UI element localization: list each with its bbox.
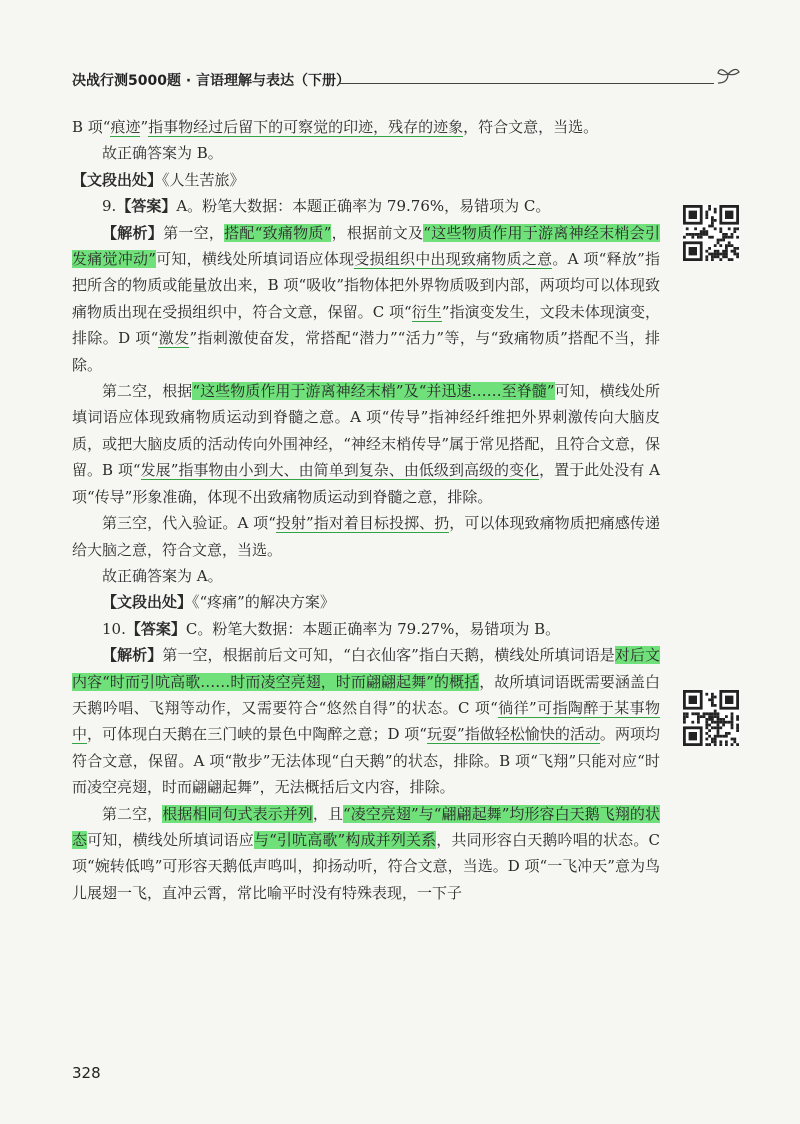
text-run: ，可以体现致痛物质把痛感传递给大脑之意，符合文意，当选。 xyxy=(72,514,660,559)
text-run: ，可体现白天鹅在三门峡的景色中陶醉之意；D 项“ xyxy=(87,725,427,744)
text-run: 9. xyxy=(102,197,117,216)
highlighted-text: 与“引吭高歌”构成并列关系 xyxy=(253,830,437,849)
text-run: 10. xyxy=(102,619,126,638)
highlighted-text: “凌空亮翅”与“翩翩起舞”均形容白天鹅飞翔的状态 xyxy=(72,804,660,849)
paragraph xyxy=(72,193,660,219)
text-run: ” xyxy=(140,118,149,136)
text-run: ，根据前文及 xyxy=(331,223,424,242)
underlined-text: ”指事物由小到大、由简单到复杂、由低级到高级的变化 xyxy=(170,461,540,480)
highlighted-text: “这些物质作用于游离神经末梢”及“并迅速……至脊髓” xyxy=(192,382,555,401)
text-run: 。两项均符合文意，保留。A 项“散步”无法体现“白天鹅”的状态，排除。B 项“飞翔”只能对应“时而凌空亮翅，时而翩翩起舞”，无法概括后文内容，排除。 xyxy=(72,725,660,797)
body-text xyxy=(72,114,660,906)
underlined-text: 痕迹 xyxy=(110,118,141,136)
running-header xyxy=(72,64,742,92)
underlined-text: 发展 xyxy=(140,461,171,480)
text-run: 【解析】 xyxy=(102,223,164,242)
page-number: 328 xyxy=(72,1064,101,1082)
text-run: ，且 xyxy=(312,804,343,823)
text-run: 《“疼痛”的解决方案》 xyxy=(192,593,335,612)
paragraph xyxy=(72,563,660,589)
text-run: 第二空， xyxy=(102,804,163,823)
text-run: A。粉笔大数据：本题正确率为 79.76%，易错项为 C。 xyxy=(176,197,551,216)
text-run: ，符合文意，当选。 xyxy=(463,118,599,136)
text-run: B 项“ xyxy=(72,118,111,136)
text-run: 【答案】 xyxy=(125,619,186,638)
text-run: C。粉笔大数据：本题正确率为 79.27%，易错项为 B。 xyxy=(185,619,561,638)
paragraph xyxy=(72,378,660,510)
text-run: ”指演变发生，文段未体现演变，排除。D 项“ xyxy=(72,302,660,348)
text-run: 第二空，根据 xyxy=(102,382,193,401)
underlined-text: 激发 xyxy=(158,329,190,348)
underlined-text: 受损组织中出现致痛物质之意 xyxy=(354,250,553,269)
sprout-icon xyxy=(714,64,742,90)
text-run: 故正确答案为 B。 xyxy=(102,144,223,163)
text-run: 可知，横线处所填词语应体现 xyxy=(155,250,355,269)
paragraph xyxy=(72,642,660,800)
paragraph xyxy=(72,510,660,563)
text-run: ，故所填词语既需要涵盖白天鹅吟唱、飞翔等动作，又需要符合“悠然自得”的状态。C 项“ xyxy=(72,672,660,717)
qr-code-icon[interactable] xyxy=(683,205,739,261)
paragraph xyxy=(72,140,660,166)
paragraph xyxy=(72,801,660,907)
underlined-text: 衍生 xyxy=(411,302,442,321)
underlined-text: 玩耍 xyxy=(426,725,458,744)
text-run: ，共同形容白天鹅吟唱的状态。C 项“婉转低鸣”可形容天鹅低声鸣叫，抑扬动听，符合文意，当选。D 项“一飞冲天”意为鸟儿展翅一飞，直冲云霄，常比喻平时没有特殊表现，一下子 xyxy=(72,830,660,902)
text-run: 第一空， xyxy=(163,223,225,242)
highlighted-text: 根据相同句式表示并列 xyxy=(162,804,313,823)
paragraph xyxy=(72,167,660,193)
underlined-text: 指事物经过后留下的可察觉的印迹，残存的迹象 xyxy=(148,118,464,136)
text-run: 【解析】 xyxy=(102,646,163,665)
paragraph xyxy=(72,220,660,378)
highlighted-text: 对后文内容“时而引吭高歌……时而凌空亮翅，时而翩翩起舞”的概括 xyxy=(72,646,660,691)
paragraph xyxy=(72,616,660,642)
paragraph xyxy=(72,114,660,140)
text-run: 【文段出处】 xyxy=(102,593,193,612)
text-run: 可知，横线处所填词语应体现致痛物质运动到脊髓之意。A 项“传导”指神经纤维把外界刺激传向大脑皮质，或把大脑皮质的活动传向外围神经，“神经末梢传导”属于常见搭配，且符合文意，保留。B 项“ xyxy=(72,382,660,480)
highlighted-text: 搭配“致痛物质” xyxy=(224,223,332,242)
text-run: 《人生苦旅》 xyxy=(162,170,245,189)
header-rule xyxy=(340,83,714,84)
text-run: ”指刺激使奋发，常搭配“潜力”“活力”等，与“致痛物质”搭配不当，排除。 xyxy=(72,329,660,374)
underlined-text: 徜徉 xyxy=(497,698,530,717)
text-run: 第三空，代入验证。A 项“ xyxy=(102,514,276,533)
paragraph xyxy=(72,589,660,615)
qr-code-icon[interactable] xyxy=(683,690,739,746)
text-run: 故正确答案为 A。 xyxy=(102,566,223,585)
underlined-text: 投射 xyxy=(275,514,307,533)
underlined-text: ”指做轻松愉快的活动 xyxy=(457,725,600,744)
text-run: ，置于此处没有 A 项“传导”形象准确，体现不出致痛物质运动到脊髓之意，排除。 xyxy=(72,461,660,506)
text-run: 第一空，根据前后文可知，“白衣仙客”指白天鹅，横线处所填词语是 xyxy=(162,646,615,665)
underlined-text: ”可指陶醉于某事物中 xyxy=(72,698,660,744)
text-run: 【文段出处】 xyxy=(72,170,163,189)
text-run: 【答案】 xyxy=(116,197,177,216)
text-run: 。A 项“释放”指把所含的物质或能量放出来，B 项“吸收”指物体把外界物质吸到内部，两项均可以体现致痛物质出现在受损组织中，符合文意，保留。C 项“ xyxy=(72,250,660,321)
highlighted-text: “这些物质作用于游离神经末梢会引发痛觉冲动” xyxy=(72,223,660,269)
underlined-text: ”指对着目标投掷、扔 xyxy=(306,514,450,533)
text-run: 可知，横线处所填词语应 xyxy=(87,830,254,849)
book-title: 决战行测5000题 · 言语理解与表达（下册） xyxy=(72,73,351,89)
